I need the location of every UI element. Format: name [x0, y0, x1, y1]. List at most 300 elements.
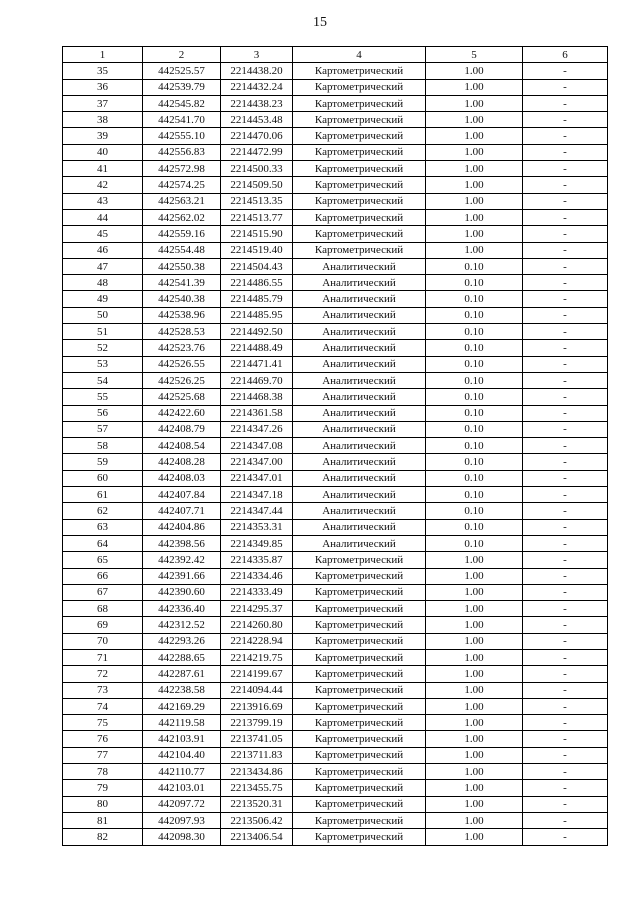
x-coordinate-cell: 442103.91: [143, 731, 221, 747]
y-coordinate-cell: 2214513.77: [221, 209, 293, 225]
note-cell: -: [523, 617, 608, 633]
method-cell: Картометрический: [293, 633, 426, 649]
note-cell: -: [523, 144, 608, 160]
x-coordinate-cell: 442408.03: [143, 470, 221, 486]
x-coordinate-cell: 442110.77: [143, 764, 221, 780]
method-cell: Картометрический: [293, 649, 426, 665]
accuracy-cell: 0.10: [426, 470, 523, 486]
coordinates-table: [62, 46, 608, 846]
x-coordinate-cell: 442525.68: [143, 389, 221, 405]
point-number-cell: 40: [63, 144, 143, 160]
point-number-cell: 57: [63, 421, 143, 437]
note-cell: -: [523, 209, 608, 225]
note-cell: -: [523, 405, 608, 421]
method-cell: Картометрический: [293, 601, 426, 617]
accuracy-cell: 0.10: [426, 258, 523, 274]
note-cell: -: [523, 519, 608, 535]
page-number: 15: [313, 15, 327, 30]
method-cell: Аналитический: [293, 535, 426, 551]
note-cell: -: [523, 275, 608, 291]
point-number-cell: 37: [63, 95, 143, 111]
y-coordinate-cell: 2214485.79: [221, 291, 293, 307]
accuracy-cell: 1.00: [426, 780, 523, 796]
accuracy-cell: 1.00: [426, 161, 523, 177]
point-number-cell: 42: [63, 177, 143, 193]
table-row: [63, 633, 608, 649]
note-cell: -: [523, 487, 608, 503]
point-number-cell: 74: [63, 698, 143, 714]
accuracy-cell: 1.00: [426, 764, 523, 780]
x-coordinate-cell: 442422.60: [143, 405, 221, 421]
y-coordinate-cell: 2214438.23: [221, 95, 293, 111]
point-number-cell: 77: [63, 747, 143, 763]
y-coordinate-cell: 2214509.50: [221, 177, 293, 193]
accuracy-cell: 1.00: [426, 747, 523, 763]
x-coordinate-cell: 442556.83: [143, 144, 221, 160]
point-number-cell: 50: [63, 307, 143, 323]
y-coordinate-cell: 2214485.95: [221, 307, 293, 323]
point-number-cell: 60: [63, 470, 143, 486]
note-cell: -: [523, 421, 608, 437]
point-number-cell: 39: [63, 128, 143, 144]
method-cell: Картометрический: [293, 144, 426, 160]
x-coordinate-cell: 442238.58: [143, 682, 221, 698]
note-cell: -: [523, 535, 608, 551]
accuracy-cell: 0.10: [426, 454, 523, 470]
note-cell: -: [523, 372, 608, 388]
accuracy-cell: 1.00: [426, 95, 523, 111]
point-number-cell: 53: [63, 356, 143, 372]
table-row: [63, 258, 608, 274]
column-header: 2: [143, 47, 221, 63]
method-cell: Картометрический: [293, 747, 426, 763]
point-number-cell: 79: [63, 780, 143, 796]
x-coordinate-cell: 442404.86: [143, 519, 221, 535]
point-number-cell: 82: [63, 829, 143, 845]
table-row: [63, 275, 608, 291]
y-coordinate-cell: 2214219.75: [221, 649, 293, 665]
y-coordinate-cell: 2214468.38: [221, 389, 293, 405]
table-row: [63, 161, 608, 177]
accuracy-cell: 1.00: [426, 601, 523, 617]
point-number-cell: 44: [63, 209, 143, 225]
x-coordinate-cell: 442541.70: [143, 112, 221, 128]
accuracy-cell: 1.00: [426, 649, 523, 665]
table-row: [63, 242, 608, 258]
x-coordinate-cell: 442538.96: [143, 307, 221, 323]
y-coordinate-cell: 2214438.20: [221, 63, 293, 79]
point-number-cell: 67: [63, 584, 143, 600]
accuracy-cell: 1.00: [426, 177, 523, 193]
note-cell: -: [523, 470, 608, 486]
table-row: [63, 682, 608, 698]
accuracy-cell: 0.10: [426, 340, 523, 356]
method-cell: Картометрический: [293, 682, 426, 698]
point-number-cell: 48: [63, 275, 143, 291]
point-number-cell: 46: [63, 242, 143, 258]
table-row: [63, 796, 608, 812]
accuracy-cell: 0.10: [426, 275, 523, 291]
method-cell: Аналитический: [293, 307, 426, 323]
accuracy-cell: 0.10: [426, 356, 523, 372]
note-cell: -: [523, 829, 608, 845]
table-row: [63, 421, 608, 437]
accuracy-cell: 0.10: [426, 291, 523, 307]
note-cell: -: [523, 503, 608, 519]
y-coordinate-cell: 2214519.40: [221, 242, 293, 258]
point-number-cell: 62: [63, 503, 143, 519]
y-coordinate-cell: 2214361.58: [221, 405, 293, 421]
x-coordinate-cell: 442312.52: [143, 617, 221, 633]
y-coordinate-cell: 2214347.26: [221, 421, 293, 437]
table-row: [63, 747, 608, 763]
table-row: [63, 731, 608, 747]
note-cell: -: [523, 258, 608, 274]
table-row: [63, 535, 608, 551]
x-coordinate-cell: 442555.10: [143, 128, 221, 144]
accuracy-cell: 1.00: [426, 715, 523, 731]
accuracy-cell: 0.10: [426, 372, 523, 388]
note-cell: -: [523, 389, 608, 405]
y-coordinate-cell: 2214515.90: [221, 226, 293, 242]
table-row: [63, 405, 608, 421]
table-row: [63, 568, 608, 584]
method-cell: Картометрический: [293, 617, 426, 633]
table-row: [63, 503, 608, 519]
x-coordinate-cell: 442554.48: [143, 242, 221, 258]
x-coordinate-cell: 442525.57: [143, 63, 221, 79]
note-cell: -: [523, 633, 608, 649]
note-cell: -: [523, 552, 608, 568]
table-row: [63, 519, 608, 535]
table-row: [63, 601, 608, 617]
table-row: [63, 144, 608, 160]
x-coordinate-cell: 442408.54: [143, 438, 221, 454]
method-cell: Аналитический: [293, 487, 426, 503]
table-row: [63, 470, 608, 486]
table-row: [63, 715, 608, 731]
table-row: [63, 307, 608, 323]
note-cell: -: [523, 764, 608, 780]
x-coordinate-cell: 442563.21: [143, 193, 221, 209]
table-row: [63, 372, 608, 388]
x-coordinate-cell: 442398.56: [143, 535, 221, 551]
x-coordinate-cell: 442392.42: [143, 552, 221, 568]
method-cell: Картометрический: [293, 552, 426, 568]
accuracy-cell: 0.10: [426, 405, 523, 421]
method-cell: Аналитический: [293, 291, 426, 307]
x-coordinate-cell: 442097.93: [143, 812, 221, 828]
column-header: 1: [63, 47, 143, 63]
note-cell: -: [523, 601, 608, 617]
x-coordinate-cell: 442104.40: [143, 747, 221, 763]
y-coordinate-cell: 2214513.35: [221, 193, 293, 209]
point-number-cell: 35: [63, 63, 143, 79]
accuracy-cell: 1.00: [426, 666, 523, 682]
method-cell: Картометрический: [293, 95, 426, 111]
x-coordinate-cell: 442572.98: [143, 161, 221, 177]
accuracy-cell: 0.10: [426, 503, 523, 519]
note-cell: -: [523, 731, 608, 747]
note-cell: -: [523, 307, 608, 323]
table-row: [63, 193, 608, 209]
accuracy-cell: 1.00: [426, 226, 523, 242]
table-row: [63, 552, 608, 568]
method-cell: Аналитический: [293, 324, 426, 340]
y-coordinate-cell: 2214347.44: [221, 503, 293, 519]
x-coordinate-cell: 442391.66: [143, 568, 221, 584]
point-number-cell: 56: [63, 405, 143, 421]
note-cell: -: [523, 63, 608, 79]
x-coordinate-cell: 442408.28: [143, 454, 221, 470]
x-coordinate-cell: 442540.38: [143, 291, 221, 307]
table-row: [63, 324, 608, 340]
accuracy-cell: 1.00: [426, 79, 523, 95]
accuracy-cell: 1.00: [426, 128, 523, 144]
y-coordinate-cell: 2213520.31: [221, 796, 293, 812]
table-row: [63, 291, 608, 307]
accuracy-cell: 1.00: [426, 829, 523, 845]
point-number-cell: 66: [63, 568, 143, 584]
note-cell: -: [523, 438, 608, 454]
column-header: 5: [426, 47, 523, 63]
method-cell: Картометрический: [293, 209, 426, 225]
x-coordinate-cell: 442169.29: [143, 698, 221, 714]
accuracy-cell: 1.00: [426, 552, 523, 568]
method-cell: Картометрический: [293, 715, 426, 731]
x-coordinate-cell: 442407.84: [143, 487, 221, 503]
point-number-cell: 65: [63, 552, 143, 568]
method-cell: Аналитический: [293, 372, 426, 388]
note-cell: -: [523, 242, 608, 258]
point-number-cell: 45: [63, 226, 143, 242]
method-cell: Картометрический: [293, 177, 426, 193]
method-cell: Картометрический: [293, 128, 426, 144]
y-coordinate-cell: 2214353.31: [221, 519, 293, 535]
x-coordinate-cell: 442539.79: [143, 79, 221, 95]
point-number-cell: 69: [63, 617, 143, 633]
note-cell: -: [523, 698, 608, 714]
note-cell: -: [523, 812, 608, 828]
y-coordinate-cell: 2214432.24: [221, 79, 293, 95]
accuracy-cell: 1.00: [426, 731, 523, 747]
method-cell: Картометрический: [293, 764, 426, 780]
accuracy-cell: 1.00: [426, 63, 523, 79]
column-header: 4: [293, 47, 426, 63]
note-cell: -: [523, 666, 608, 682]
accuracy-cell: 1.00: [426, 112, 523, 128]
note-cell: -: [523, 128, 608, 144]
table-row: [63, 95, 608, 111]
table-row: [63, 780, 608, 796]
y-coordinate-cell: 2214472.99: [221, 144, 293, 160]
point-number-cell: 72: [63, 666, 143, 682]
note-cell: -: [523, 340, 608, 356]
note-cell: -: [523, 356, 608, 372]
method-cell: Аналитический: [293, 454, 426, 470]
accuracy-cell: 0.10: [426, 438, 523, 454]
y-coordinate-cell: 2214470.06: [221, 128, 293, 144]
method-cell: Аналитический: [293, 405, 426, 421]
table-row: [63, 698, 608, 714]
y-coordinate-cell: 2214349.85: [221, 535, 293, 551]
y-coordinate-cell: 2213506.42: [221, 812, 293, 828]
point-number-cell: 78: [63, 764, 143, 780]
table-row: [63, 584, 608, 600]
table-row: [63, 128, 608, 144]
method-cell: Аналитический: [293, 503, 426, 519]
x-coordinate-cell: 442562.02: [143, 209, 221, 225]
note-cell: -: [523, 79, 608, 95]
y-coordinate-cell: 2214347.01: [221, 470, 293, 486]
accuracy-cell: 1.00: [426, 796, 523, 812]
point-number-cell: 54: [63, 372, 143, 388]
y-coordinate-cell: 2214295.37: [221, 601, 293, 617]
table-body: [63, 63, 608, 845]
x-coordinate-cell: 442541.39: [143, 275, 221, 291]
note-cell: -: [523, 780, 608, 796]
accuracy-cell: 1.00: [426, 242, 523, 258]
y-coordinate-cell: 2214199.67: [221, 666, 293, 682]
table-row: [63, 487, 608, 503]
note-cell: -: [523, 193, 608, 209]
x-coordinate-cell: 442523.76: [143, 340, 221, 356]
y-coordinate-cell: 2214333.49: [221, 584, 293, 600]
note-cell: -: [523, 226, 608, 242]
x-coordinate-cell: 442407.71: [143, 503, 221, 519]
method-cell: Картометрический: [293, 568, 426, 584]
method-cell: Аналитический: [293, 258, 426, 274]
method-cell: Картометрический: [293, 731, 426, 747]
note-cell: -: [523, 747, 608, 763]
table-row: [63, 812, 608, 828]
point-number-cell: 70: [63, 633, 143, 649]
x-coordinate-cell: 442097.72: [143, 796, 221, 812]
y-coordinate-cell: 2213434.86: [221, 764, 293, 780]
table-row: [63, 340, 608, 356]
method-cell: Картометрический: [293, 812, 426, 828]
y-coordinate-cell: 2214347.18: [221, 487, 293, 503]
point-number-cell: 68: [63, 601, 143, 617]
point-number-cell: 58: [63, 438, 143, 454]
table-row: [63, 356, 608, 372]
accuracy-cell: 1.00: [426, 568, 523, 584]
table-row: [63, 764, 608, 780]
y-coordinate-cell: 2213799.19: [221, 715, 293, 731]
point-number-cell: 73: [63, 682, 143, 698]
point-number-cell: 76: [63, 731, 143, 747]
accuracy-cell: 0.10: [426, 307, 523, 323]
note-cell: -: [523, 291, 608, 307]
point-number-cell: 71: [63, 649, 143, 665]
x-coordinate-cell: 442545.82: [143, 95, 221, 111]
point-number-cell: 75: [63, 715, 143, 731]
table-row: [63, 617, 608, 633]
method-cell: Картометрический: [293, 161, 426, 177]
accuracy-cell: 1.00: [426, 812, 523, 828]
point-number-cell: 47: [63, 258, 143, 274]
point-number-cell: 64: [63, 535, 143, 551]
y-coordinate-cell: 2214488.49: [221, 340, 293, 356]
note-cell: -: [523, 177, 608, 193]
y-coordinate-cell: 2214094.44: [221, 682, 293, 698]
x-coordinate-cell: 442526.55: [143, 356, 221, 372]
accuracy-cell: 1.00: [426, 209, 523, 225]
accuracy-cell: 1.00: [426, 584, 523, 600]
y-coordinate-cell: 2213741.05: [221, 731, 293, 747]
accuracy-cell: 0.10: [426, 487, 523, 503]
point-number-cell: 80: [63, 796, 143, 812]
y-coordinate-cell: 2214486.55: [221, 275, 293, 291]
x-coordinate-cell: 442574.25: [143, 177, 221, 193]
y-coordinate-cell: 2214469.70: [221, 372, 293, 388]
y-coordinate-cell: 2214500.33: [221, 161, 293, 177]
accuracy-cell: 0.10: [426, 535, 523, 551]
x-coordinate-cell: 442098.30: [143, 829, 221, 845]
y-coordinate-cell: 2214453.48: [221, 112, 293, 128]
y-coordinate-cell: 2213455.75: [221, 780, 293, 796]
table-row: [63, 79, 608, 95]
method-cell: Картометрический: [293, 242, 426, 258]
accuracy-cell: 1.00: [426, 617, 523, 633]
note-cell: -: [523, 796, 608, 812]
table-row: [63, 63, 608, 79]
point-number-cell: 59: [63, 454, 143, 470]
table-row: [63, 389, 608, 405]
method-cell: Картометрический: [293, 796, 426, 812]
x-coordinate-cell: 442528.53: [143, 324, 221, 340]
accuracy-cell: 0.10: [426, 324, 523, 340]
note-cell: -: [523, 454, 608, 470]
method-cell: Аналитический: [293, 519, 426, 535]
y-coordinate-cell: 2213406.54: [221, 829, 293, 845]
accuracy-cell: 0.10: [426, 421, 523, 437]
point-number-cell: 61: [63, 487, 143, 503]
point-number-cell: 43: [63, 193, 143, 209]
point-number-cell: 55: [63, 389, 143, 405]
y-coordinate-cell: 2214334.46: [221, 568, 293, 584]
table-row: [63, 112, 608, 128]
method-cell: Картометрический: [293, 193, 426, 209]
method-cell: Картометрический: [293, 584, 426, 600]
method-cell: Аналитический: [293, 275, 426, 291]
note-cell: -: [523, 324, 608, 340]
note-cell: -: [523, 584, 608, 600]
method-cell: Аналитический: [293, 340, 426, 356]
x-coordinate-cell: 442288.65: [143, 649, 221, 665]
y-coordinate-cell: 2213711.83: [221, 747, 293, 763]
x-coordinate-cell: 442550.38: [143, 258, 221, 274]
note-cell: -: [523, 682, 608, 698]
column-header: 6: [523, 47, 608, 63]
point-number-cell: 49: [63, 291, 143, 307]
x-coordinate-cell: 442103.01: [143, 780, 221, 796]
method-cell: Картометрический: [293, 112, 426, 128]
note-cell: -: [523, 161, 608, 177]
method-cell: Аналитический: [293, 389, 426, 405]
y-coordinate-cell: 2213916.69: [221, 698, 293, 714]
method-cell: Картометрический: [293, 666, 426, 682]
accuracy-cell: 1.00: [426, 698, 523, 714]
point-number-cell: 81: [63, 812, 143, 828]
method-cell: Аналитический: [293, 470, 426, 486]
y-coordinate-cell: 2214347.00: [221, 454, 293, 470]
method-cell: Картометрический: [293, 63, 426, 79]
table-header-row: [63, 47, 608, 63]
point-number-cell: 41: [63, 161, 143, 177]
note-cell: -: [523, 715, 608, 731]
method-cell: Картометрический: [293, 79, 426, 95]
